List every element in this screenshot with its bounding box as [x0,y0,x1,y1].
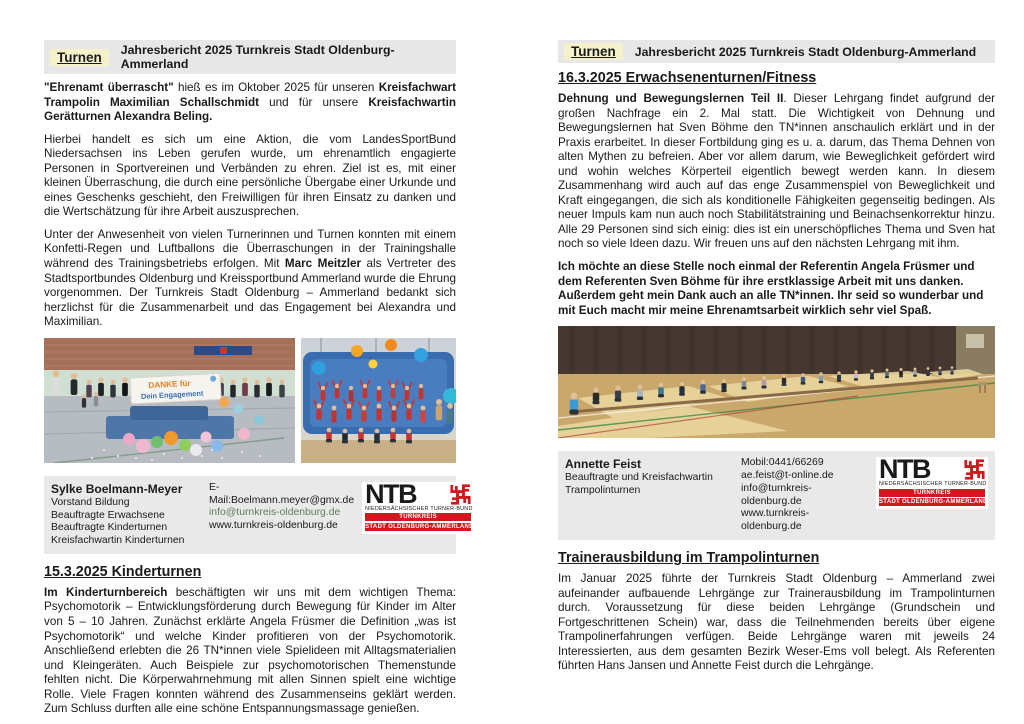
section-heading-kinderturnen: 15.3.2025 Kinderturnen [44,563,202,580]
page-header [44,40,456,74]
section-tab-turnen: Turnen [50,49,109,66]
ntb-subtitle: NIEDERSÄCHSISCHER TURNER-BUND [879,481,987,488]
photo-bench-group [558,326,995,438]
paragraph-trainerausbildung: Im Januar 2025 führte der Turnkreis Stadt Oldenburg – Ammerland zwei aufeinander aufbauende Lehrgänge zur Trainerausbildung im Trampolinturnen durch. Voraussetzung für diese beiden Lehrgänge (Grundschein und Fortgeschrittenen Schein) war, dass die Teilnehmenden bereits über eigene Trampolinerfahrungen verfügen. Beide Lehrgänge waren mit jeweils 24 Interessierten, aus dem gesamten Bezirk Weser-Ems voll belegt. Als Referenten führten Hans Jansen und Annette Feist durch die Lehrgänge. [558,571,995,673]
contact-box-boelmann [44,476,474,554]
section-tab-turnen: Turnen [564,43,623,60]
turnerkreuz-icon [964,459,985,480]
paragraph-ehrenamt: "Ehrenamt überrascht" hieß es im Oktober 2025 für unseren Kreisfachwart Trampolin Maximilian Schallschmidt und für unsere Kreisfachwartin Gerätturnen Alexandra Beling. [44,81,456,124]
thank-you-banner [130,373,221,404]
paragraph-aktion: Hierbei handelt es sich um eine Aktion, die vom LandesSportBund Niedersachsen ins Leben gerufen wurde, um ehrenamtlich engagierte Personen in Sportvereinen und Verbänden zu ehren. Ziel ist es, mit einer kleinen Überraschung, die durch eine persönliche Übergabe einer Urkunde und eines Geschenks geschieht, den Freiwilligen für ihren Einsatz zu danken und die Wertschätzung für ihre Arbeit auszusprechen. [44,132,456,219]
contact-role: Kreisfachwartin Kinderturnen [51,535,185,547]
ntb-acronym: NTB [879,454,930,485]
ntb-band-region: STADT OLDENBURG-AMMERLAND [365,523,474,530]
page-header [558,40,995,63]
paragraph-ehrung: Unter der Anwesenheit von vielen Turnerinnen und Turnen konnten mit einem Konfetti-Regen und Luftballons die Überraschungen in der Trainingshalle während des Trainingsbetriebs erfolgen. Mit Marc Meitzler als Vertreter des Stadtsportbundes Oldenburg und Kreissportbund Ammerland wurde die Ehrung vorgenommen. Der Turnkreis Stadt Oldenburg – Ammerland bedankt sich herzlichst für die Zusammenarbeit und das Engagement bei Alexandra und Maximilian. [44,227,456,329]
contact-role: Beauftragte Erwachsene [51,509,165,521]
page-title: Jahresbericht 2025 Turnkreis Stadt Oldenburg-Ammerland [634,44,977,59]
ntb-band-region: STADT OLDENBURG-AMMERLAND [879,499,988,506]
section-heading-erwachsenenturnen: 16.3.2025 Erwachsenenturnen/Fitness [558,70,817,86]
ntb-subtitle: NIEDERSÄCHSISCHER TURNER-BUND [365,505,473,512]
turnerkreuz-icon [450,484,471,505]
contact-person [51,482,201,548]
page-left [44,40,474,724]
photo-row [44,338,456,463]
contact-name: Sylke Boelmann-Meyer [51,481,183,496]
svg-text:Dein Engagement: Dein Engagement [140,388,204,401]
ntb-band-turnkreis: TURNKREIS [365,513,471,521]
contact-email: info@turnkreis-oldenburg.de [741,482,812,507]
svg-text:DANKE für: DANKE für [148,378,191,390]
contact-box-feist [558,451,995,540]
paragraph-dehnung: Dehnung und Bewegungslernen Teil II. Dieser Lehrgang findet aufgrund der großen Nachfrage ein 2. Mal statt. Die Wichtigkeit von Dehnung und Bewegungslernen hat Sven Böhme den TN*innen anschaulich erklärt und in der Praxis erarbeitet. In dieser Fortbildung ging es u. a. darum, das Thema Dehnen von alten Mythen zu befreien. Aber vor allem darum, wie Beweglichkeit gefördert wird und wohin welches Körperteil eigentlich bewegt werden kann. In diesem Zusammenhang wird auch auf das enge Zusammenspiel von Beweglichkeit und Kraft eingegangen, die sich als konditionelle Fähigkeiten gegenseitig bedingen. Als neuer Impuls kam nun auch noch Stabilitätstraining und Beinachsenkorrektur hinzu. Alle 29 Personen sind sich einig: dies ist ein unerschöpfliches Thema und Sven hat noch so viele Ideen dazu. Wir freuen uns auf den nächsten Lehrgang mit ihm. [558,92,995,251]
photo-group-red-shirts [301,338,456,463]
contact-website: www.turnkreis-oldenburg.de [741,508,810,533]
paragraph-dank: Ich möchte an diese Stelle noch einmal der Referentin Angela Früsmer und dem Referenten Sven Böhme für ihre erstklassige Arbeit mit uns danken. Außerdem geht mein Dank auch an alle TN*innen. Ihr seid so wunderbar und mit Euch macht mir meine Ehrenamtsarbeit wirklich sehr viel Spaß. [558,260,984,317]
contact-person [565,457,733,498]
contact-role: Beauftragte und Kreisfachwartin [565,472,713,484]
contact-email-link[interactable]: info@turnkreis-oldenburg.de [209,507,341,519]
contact-website: www.turnkreis-oldenburg.de [209,520,338,532]
contact-name: Annette Feist [565,457,642,472]
contact-email: E-Mail:Boelmann.meyer@gmx.de [209,481,355,506]
contact-details [741,457,868,534]
paragraph-kinderturnen: Im Kinderturnbereich beschäftigten wir uns mit dem wichtigen Thema: Psychomotorik – Entwicklungsförderung durch Bewegung für Kinder im Alter von 5 – 10 Jahren. Zunächst erklärte Angela Früsmer die Definition „was ist Psychomotorik“ und welche Kinder profitieren von der Psychomotorik. Anschließend erlebten die 26 TN*innen viele Spielideen mit Alltagsmaterialien und Kleingeräten. Auch Beispiele zur psychomotorischen Themenstunde fehlten nicht. Die Körperwahrnehmung mit allen Sinnen spielt eine wichtige Rolle. Viele Fragen konnten während des Zusammenseins geklärt werden. Zum Schluss durften alle eine schöne Entspannungsmassage genießen. [44,585,456,716]
contact-details [209,482,354,533]
photo-gym-ceremony [44,338,295,463]
ntb-band-turnkreis: TURNKREIS [879,489,985,497]
ntb-logo [362,478,474,534]
ntb-logo [876,454,988,509]
contact-role: Beauftragte Kinderturnen [51,522,168,534]
section-heading-trainerausbildung: Trainerausbildung im Trampolinturnen [558,549,820,566]
contact-role: Trampolinturnen [565,485,641,496]
contact-role: Vorstand Bildung [51,496,130,508]
page-right [558,40,995,682]
ntb-acronym: NTB [365,478,417,509]
page-title: Jahresbericht 2025 Turnkreis Stadt Oldenburg-Ammerland [120,43,395,71]
contact-mobile: Mobil:0441/66269 [741,457,824,469]
contact-email: ae.feist@t-online.de [741,470,834,481]
